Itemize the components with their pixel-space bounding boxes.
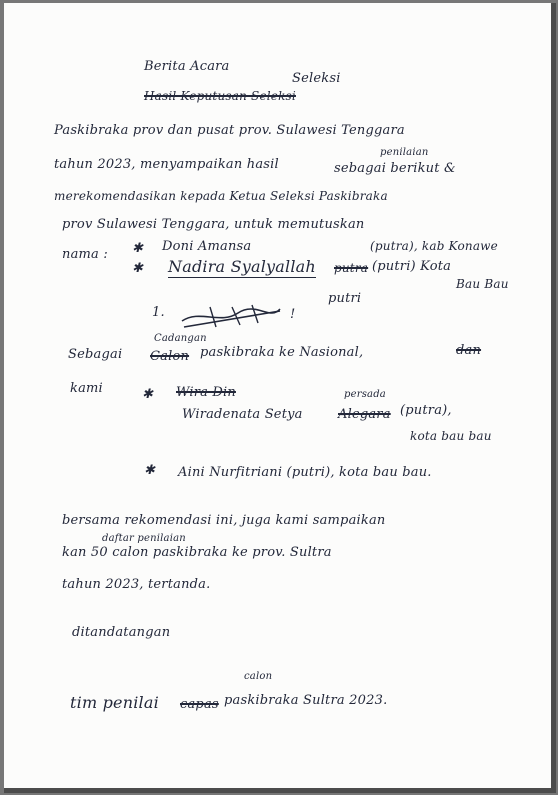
- page-shadow: [551, 3, 556, 793]
- para1-line3: merekomendasikan kepada Ketua Seleksi Paskibraka: [54, 189, 388, 203]
- handwritten-page: [4, 3, 551, 788]
- signed-line: ditandatangan: [72, 625, 171, 640]
- para2-insert: Cadangan: [154, 333, 207, 344]
- item-3-mark: 1.: [152, 305, 165, 320]
- para2-struck-b: dan: [456, 343, 482, 358]
- title-line: Berita Acara: [144, 59, 230, 74]
- para4-line2: kan 50 calon paskibraka ke prov. Sultra: [62, 545, 332, 560]
- name-2: Nadira Syalyallah: [168, 257, 316, 276]
- para1-line2-end: sebagai berikut &: [334, 161, 456, 176]
- name-3: Wiradenata Setya: [182, 407, 303, 422]
- name-3-struck2: Alegara: [338, 407, 391, 422]
- name-3-insert: persada: [344, 389, 386, 400]
- asterisk-mark: ✱: [144, 463, 156, 478]
- name-2-detail: (putri) Kota: [372, 259, 452, 274]
- closing-text: tim penilai: [70, 693, 159, 712]
- para2-struck-a: Calon: [150, 349, 190, 364]
- asterisk-mark: ✱: [142, 387, 154, 402]
- name-1-detail: (putra), kab Konawe: [370, 239, 498, 253]
- name-2-city: Bau Bau: [456, 277, 509, 291]
- names-label: nama :: [62, 247, 108, 262]
- item-3-end: !: [290, 307, 296, 322]
- asterisk-mark: ✱: [132, 261, 144, 276]
- para1-line2: tahun 2023, menyampaikan hasil: [54, 157, 279, 172]
- title-struck: Hasil Keputusan Seleksi: [144, 89, 296, 103]
- name-2-struck: putra: [334, 261, 369, 275]
- para3-start: kami: [70, 381, 103, 396]
- para2-start: Sebagai: [68, 347, 123, 362]
- para1-insert: penilaian: [380, 147, 429, 158]
- para4-insert: daftar penilaian: [102, 533, 186, 544]
- page-shadow: [4, 788, 556, 793]
- para4-line3: tahun 2023, tertanda.: [62, 577, 211, 592]
- para1-line4: prov Sulawesi Tenggara, untuk memutuskan: [62, 217, 365, 232]
- para1-line1: Paskibraka prov dan pusat prov. Sulawesi Tenggara: [54, 123, 405, 138]
- closing-end: paskibraka Sultra 2023.: [224, 693, 388, 708]
- para4-line1: bersama rekomendasi ini, juga kami sampaikan: [62, 513, 386, 528]
- name-3-detail: (putra),: [400, 403, 452, 418]
- asterisk-mark: ✱: [132, 241, 144, 256]
- name-3-city: kota bau bau: [410, 429, 492, 443]
- item-3-note: putri: [328, 291, 362, 306]
- para2-rest: paskibraka ke Nasional,: [200, 345, 364, 360]
- closing-struck: capas: [180, 697, 219, 712]
- title-word: Seleksi: [292, 71, 341, 86]
- closing-insert: calon: [244, 671, 273, 682]
- name-4: Aini Nurfitriani (putri), kota bau bau.: [178, 465, 432, 480]
- name-3-struck: Wira Din: [176, 385, 236, 400]
- scribbled-out-name: [180, 301, 284, 331]
- name-1: Doni Amansa: [162, 239, 252, 254]
